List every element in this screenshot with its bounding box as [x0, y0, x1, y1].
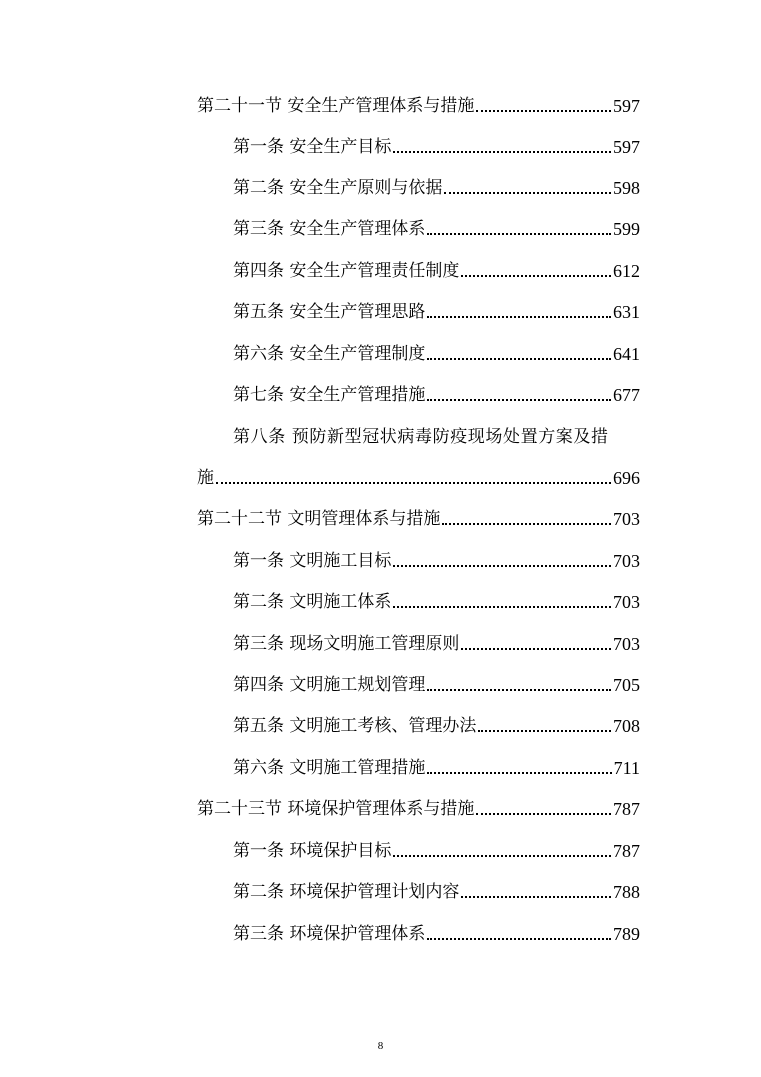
toc-entry-page: 787: [613, 841, 640, 861]
toc-entry-title: 第一条 文明施工目标: [233, 551, 392, 571]
toc-entry-title: 第二十二节 文明管理体系与措施: [197, 509, 441, 529]
toc-entry-article-2[interactable]: [233, 171, 640, 199]
toc-entry-title: 第三条 环境保护管理体系: [233, 924, 426, 944]
dot-leader: [393, 136, 611, 158]
toc-entry-page: 789: [613, 924, 640, 944]
toc-entry-page: 598: [613, 178, 640, 198]
toc-entry-page: 711: [613, 758, 640, 778]
toc-entry-page: 597: [613, 96, 640, 116]
dot-leader: [393, 591, 611, 613]
dot-leader: [444, 177, 611, 199]
dot-leader: [427, 923, 611, 945]
toc-entry-title: 第五条 文明施工考核、管理办法: [233, 716, 477, 736]
toc-entry-article-8-continuation[interactable]: [197, 461, 640, 489]
dot-leader: [427, 674, 611, 696]
toc-entry-article-7[interactable]: [233, 378, 640, 406]
toc-entry-page: 597: [613, 137, 640, 157]
toc-entry-title: 第四条 文明施工规划管理: [233, 675, 426, 695]
toc-entry-title: 第二十一节 安全生产管理体系与措施: [197, 96, 475, 116]
toc-entry-section-23[interactable]: [197, 792, 640, 820]
toc-entry-page: 641: [613, 344, 640, 364]
dot-leader: [427, 384, 611, 406]
toc-entry-civil-article-3[interactable]: [233, 627, 640, 655]
toc-entry-title: 第一条 环境保护目标: [233, 841, 392, 861]
toc-entry-article-8[interactable]: [233, 420, 640, 448]
dot-leader: [461, 633, 611, 655]
toc-entry-article-1[interactable]: [233, 130, 640, 158]
toc-entry-page: 677: [613, 385, 640, 405]
toc-entry-civil-article-5[interactable]: [233, 709, 640, 737]
toc-entry-title: 第七条 安全生产管理措施: [233, 385, 426, 405]
toc-entry-env-article-3[interactable]: [233, 917, 640, 945]
toc-entry-article-4[interactable]: [233, 254, 640, 282]
toc-entry-env-article-1[interactable]: [233, 834, 640, 862]
toc-entry-page: 631: [613, 302, 640, 322]
dot-leader: [427, 301, 611, 323]
dot-leader: [393, 840, 611, 862]
toc-entry-civil-article-2[interactable]: [233, 585, 640, 613]
toc-entry-article-5[interactable]: [233, 295, 640, 323]
dot-leader: [476, 798, 611, 820]
toc-entry-page: 703: [613, 592, 640, 612]
toc-entry-title: 第三条 现场文明施工管理原则: [233, 634, 460, 654]
toc-entry-page: 696: [613, 468, 640, 488]
toc-entry-title: 第六条 文明施工管理措施: [233, 758, 426, 778]
toc-entry-title: 第八条 预防新型冠状病毒防疫现场处置方案及措: [233, 427, 609, 447]
toc-entry-title: 第二十三节 环境保护管理体系与措施: [197, 799, 475, 819]
toc-entry-page: 703: [613, 551, 640, 571]
toc-entry-title: 第五条 安全生产管理思路: [233, 302, 426, 322]
dot-leader: [427, 343, 611, 365]
page-number: 8: [377, 1040, 384, 1052]
dot-leader: [427, 757, 611, 779]
toc-entry-title: 第六条 安全生产管理制度: [233, 344, 426, 364]
dot-leader: [476, 95, 611, 117]
toc-entry-civil-article-6[interactable]: [233, 751, 640, 779]
toc-entry-page: 703: [613, 634, 640, 654]
toc-entry-page: 708: [613, 716, 640, 736]
toc-entry-section-22[interactable]: [197, 502, 640, 530]
dot-leader: [478, 715, 611, 737]
toc-entry-article-3[interactable]: [233, 212, 640, 240]
toc-entry-title: 第四条 安全生产管理责任制度: [233, 261, 460, 281]
toc-entry-page: 788: [613, 882, 640, 902]
toc-entry-page: 599: [613, 219, 640, 239]
dot-leader: [461, 260, 611, 282]
toc-entry-page: 703: [613, 509, 640, 529]
toc-entry-title: 第二条 文明施工体系: [233, 592, 392, 612]
dot-leader: [216, 467, 611, 489]
toc-entry-title: 第一条 安全生产目标: [233, 137, 392, 157]
toc-entry-civil-article-4[interactable]: [233, 668, 640, 696]
toc-entry-page: 787: [613, 799, 640, 819]
dot-leader: [461, 881, 611, 903]
toc-entry-page: 612: [613, 261, 640, 281]
toc-entry-civil-article-1[interactable]: [233, 544, 640, 572]
toc-entry-article-6[interactable]: [233, 337, 640, 365]
dot-leader: [427, 218, 611, 240]
dot-leader: [442, 508, 611, 530]
toc-entry-section-21[interactable]: [197, 89, 640, 117]
toc-entry-title: 第二条 安全生产原则与依据: [233, 178, 443, 198]
toc-entry-title: 第三条 安全生产管理体系: [233, 219, 426, 239]
toc-entry-title: 第二条 环境保护管理计划内容: [233, 882, 460, 902]
toc-entry-title-continuation: 施: [197, 468, 214, 488]
toc-entry-env-article-2[interactable]: [233, 875, 640, 903]
toc-entry-page: 705: [613, 675, 640, 695]
dot-leader: [393, 550, 611, 572]
